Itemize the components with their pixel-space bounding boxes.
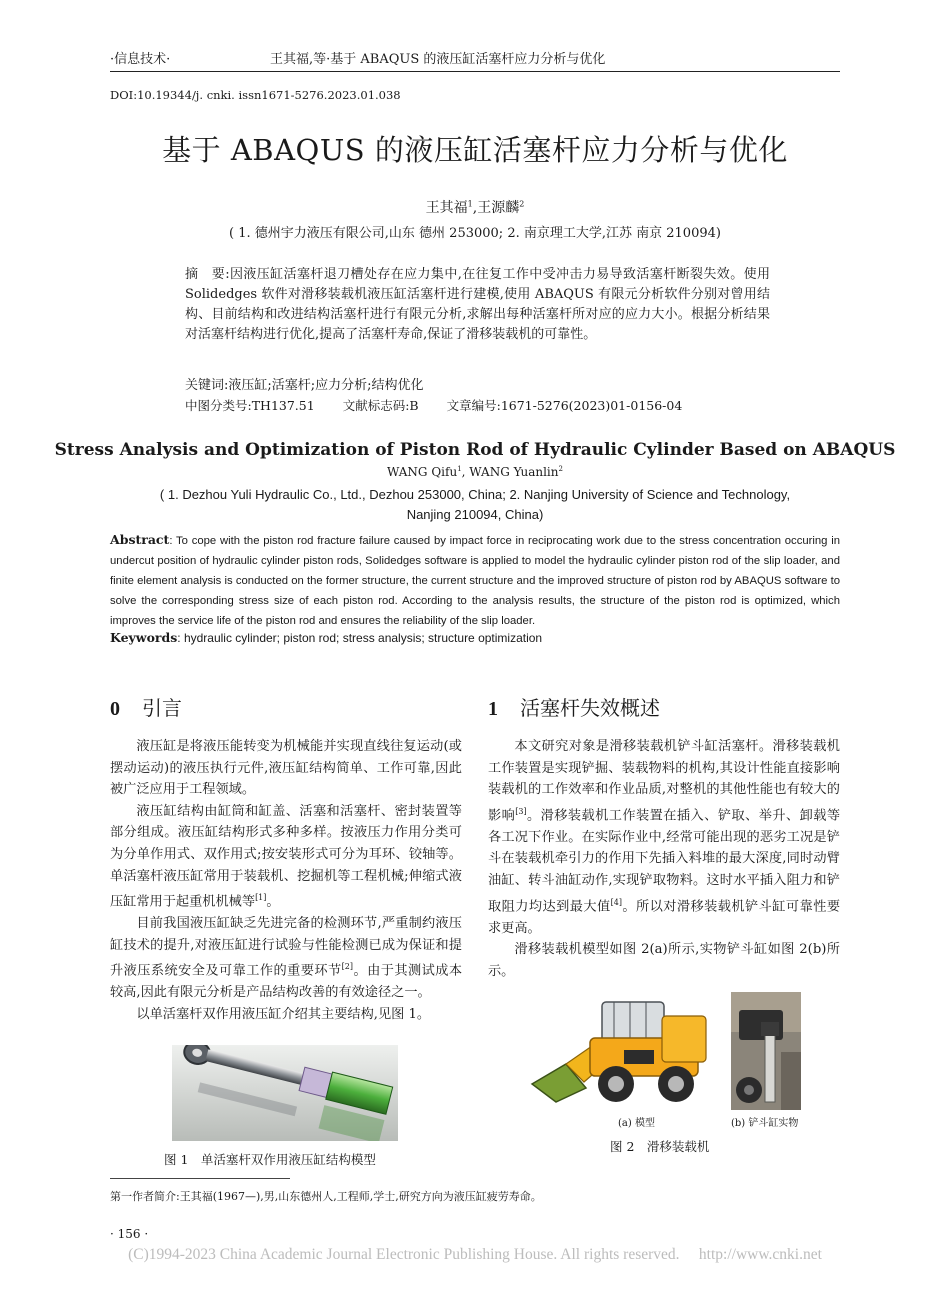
section-0-heading: [110, 692, 182, 721]
abstract-en-text: : To cope with the piston rod fracture failure caused by impact force in reciprocating work due to the stress concentration occuring in undercut position of hydraulic cylinder piston rods, Solidedges software is applied to model the hydraulic cylinder piston rod of the slip loader, and finite element analysis is conducted on the former structure, the current structure and the improved structure of piston rod by ABAQUS software to solve the corresponding stress size of each piston rod. According to the analysis results, the structure of the piston rod is optimized, which improves the service life of the piston rod and ensures the reliability of the slip loader.: [110, 535, 840, 627]
author-2-en-sup: 2: [558, 465, 563, 473]
figure-1-image: [172, 1045, 398, 1141]
author-separator: ,: [472, 200, 478, 216]
section-1-paragraph: 滑移装载机模型如图 2(a)所示,实物铲斗缸如图 2(b)所示。: [488, 942, 840, 979]
keywords-en-text: : hydraulic cylinder; piston rod; stress analysis; structure optimization: [177, 631, 543, 645]
section-1-paragraph: 本文研究对象是滑移装载机铲斗缸活塞杆。滑移装载机工作装置是实现铲掘、装载物料的机构,其设计性能直接影响装载机的工作效率和作业品质,对整机的其他性能也有较大的影响[3]。滑移装载机工作装置在插入、铲取、举升、卸载等各工况下作业。在实际作业中,经常可能出现的恶劣工况是铲斗在装载机牵引力的作用下先插入料堆的最大深度,同时动臂油缸、转斗油缸动作,实现铲取物料。这时水平插入阻力和铲取阻力均达到最大值[4]。所以对滑移装载机铲斗缸可靠性要求更高。: [488, 739, 841, 936]
affiliation-en: ( 1. Dezhou Yuli Hydraulic Co., Ltd., Dezhou 253000, China; 2. Nanjing University of Science and Technology, Nanjing 210094, China): [159, 487, 791, 522]
footnote-rule: [110, 1178, 290, 1179]
authors-en: [0, 465, 950, 479]
figure-2a-label: (a) 模型: [618, 1118, 655, 1129]
section-0-paragraph: 以单活塞杆双作用液压缸介绍其主要结构,见图 1。: [136, 1006, 431, 1022]
footnote-author-bio: 第一作者简介:王其福(1967—),男,山东德州人,工程师,学士,研究方向为液压缸疲劳寿命。: [110, 1190, 542, 1203]
author-en-separator: ,: [461, 465, 470, 479]
clc-number: 中图分类号:TH137.51: [185, 398, 315, 413]
classification-line: [185, 396, 710, 414]
section-1-title: 活塞杆失效概述: [520, 696, 660, 720]
keywords-cn-text: 液压缸;活塞杆;应力分析;结构优化: [228, 378, 424, 393]
affiliation-cn: ( 1. 德州宇力液压有限公司,山东 德州 253000; 2. 南京理工大学,江苏 南京 210094): [229, 226, 721, 241]
abstract-cn: [185, 265, 770, 345]
section-0-number: 0: [110, 698, 120, 720]
citation-ref: [2]: [341, 962, 353, 972]
keywords-cn: [185, 374, 424, 393]
page-number: · 156 ·: [110, 1227, 149, 1241]
article-number: 文章编号:1671-5276(2023)01-0156-04: [446, 398, 683, 413]
figure-2b-image: [731, 992, 801, 1110]
section-0-body: [110, 736, 462, 1026]
abstract-en: [110, 530, 840, 631]
citation-ref: [1]: [255, 893, 267, 903]
authors-cn: [0, 197, 950, 217]
keywords-en-label: Keywords: [110, 630, 178, 645]
author-1-sup: 1: [467, 199, 473, 209]
section-0-paragraph: 目前我国液压缸缺乏先进完备的检测环节,严重制约液压缸技术的提升,对液压缸进行试验与性能检测已成为保证和提升液压系统安全及可靠工作的重要环节[2]。由于其测试成本较高,因此有限元分析是产品结构改善的有效途径之一。: [110, 916, 463, 1001]
paper-title: 基于 ABAQUS 的液压缸活塞杆应力分析与优化: [162, 133, 788, 167]
author-2-en: WANG Yuanlin: [469, 465, 559, 479]
figure-1-caption: 图 1 单活塞杆双作用液压缸结构模型: [164, 1152, 376, 1167]
section-1-body: [488, 736, 840, 982]
section-1-heading: [488, 692, 660, 721]
figure-2-caption: 图 2 滑移装载机: [610, 1139, 710, 1154]
citation-ref: [4]: [610, 897, 622, 907]
abstract-en-label: Abstract: [110, 532, 170, 547]
author-1: 王其福: [425, 200, 468, 216]
keywords-en: [110, 630, 542, 645]
author-2: 王源麟: [477, 200, 520, 216]
citation-ref: [3]: [515, 806, 527, 816]
figure-2b-label: (b) 铲斗缸实物: [731, 1118, 799, 1129]
copyright-notice: (C)1994-2023 China Academic Journal Electronic Publishing House. All rights reserved. http://www.cnki.net: [128, 1246, 822, 1263]
author-2-sup: 2: [519, 199, 525, 209]
doi: DOI:10.19344/j. cnki. issn1671-5276.2023.01.038: [110, 88, 401, 102]
section-0-paragraph: 液压缸结构由缸筒和缸盖、活塞和活塞杆、密封装置等部分组成。液压缸结构形式多种多样。按液压力作用分类可为分单作用式、双作用式;按安装形式可分为耳环、铰轴等。单活塞杆液压缸常用于装载机、挖掘机等工程机械;伸缩式液压缸常用于起重机机械等[1]。: [110, 803, 462, 910]
section-0-title: 引言: [142, 696, 182, 720]
keywords-cn-label: 关键词:: [185, 378, 229, 393]
header-rule: [110, 71, 840, 72]
author-1-en-sup: 1: [457, 465, 462, 473]
author-1-en: WANG Qifu: [387, 465, 458, 479]
document-code: 文献标志码:B: [342, 398, 419, 413]
abstract-cn-label: 摘 要:: [185, 267, 230, 282]
header-running-title: 王其福,等·基于 ABAQUS 的液压缸活塞杆应力分析与优化: [270, 52, 606, 67]
header-section-label: ·信息技术·: [110, 52, 171, 67]
paper-title-en: Stress Analysis and Optimization of Piston Rod of Hydraulic Cylinder Based on ABAQUS: [54, 440, 896, 460]
section-1-number: 1: [488, 698, 498, 720]
section-0-paragraph: 液压缸是将液压能转变为机械能并实现直线往复运动(或摆动运动)的液压执行元件,液压缸结构简单、工作可靠,因此被广泛应用于工程领域。: [110, 739, 462, 798]
figure-2a-image: [526, 992, 722, 1110]
abstract-cn-text: 因液压缸活塞杆退刀槽处存在应力集中,在往复工作中受冲击力易导致活塞杆断裂失效。使用 Solidedges 软件对滑移装载机液压缸活塞杆进行建模,使用 ABAQUS 有限元分析软件分别对曾用结构、目前结构和改进结构活塞杆进行有限元分析,求解出每种活塞杆所对应的应力大小。根据分析结果对活塞杆结构进行优化,提高了活塞杆寿命,保证了滑移装载机的可靠性。: [185, 267, 770, 342]
